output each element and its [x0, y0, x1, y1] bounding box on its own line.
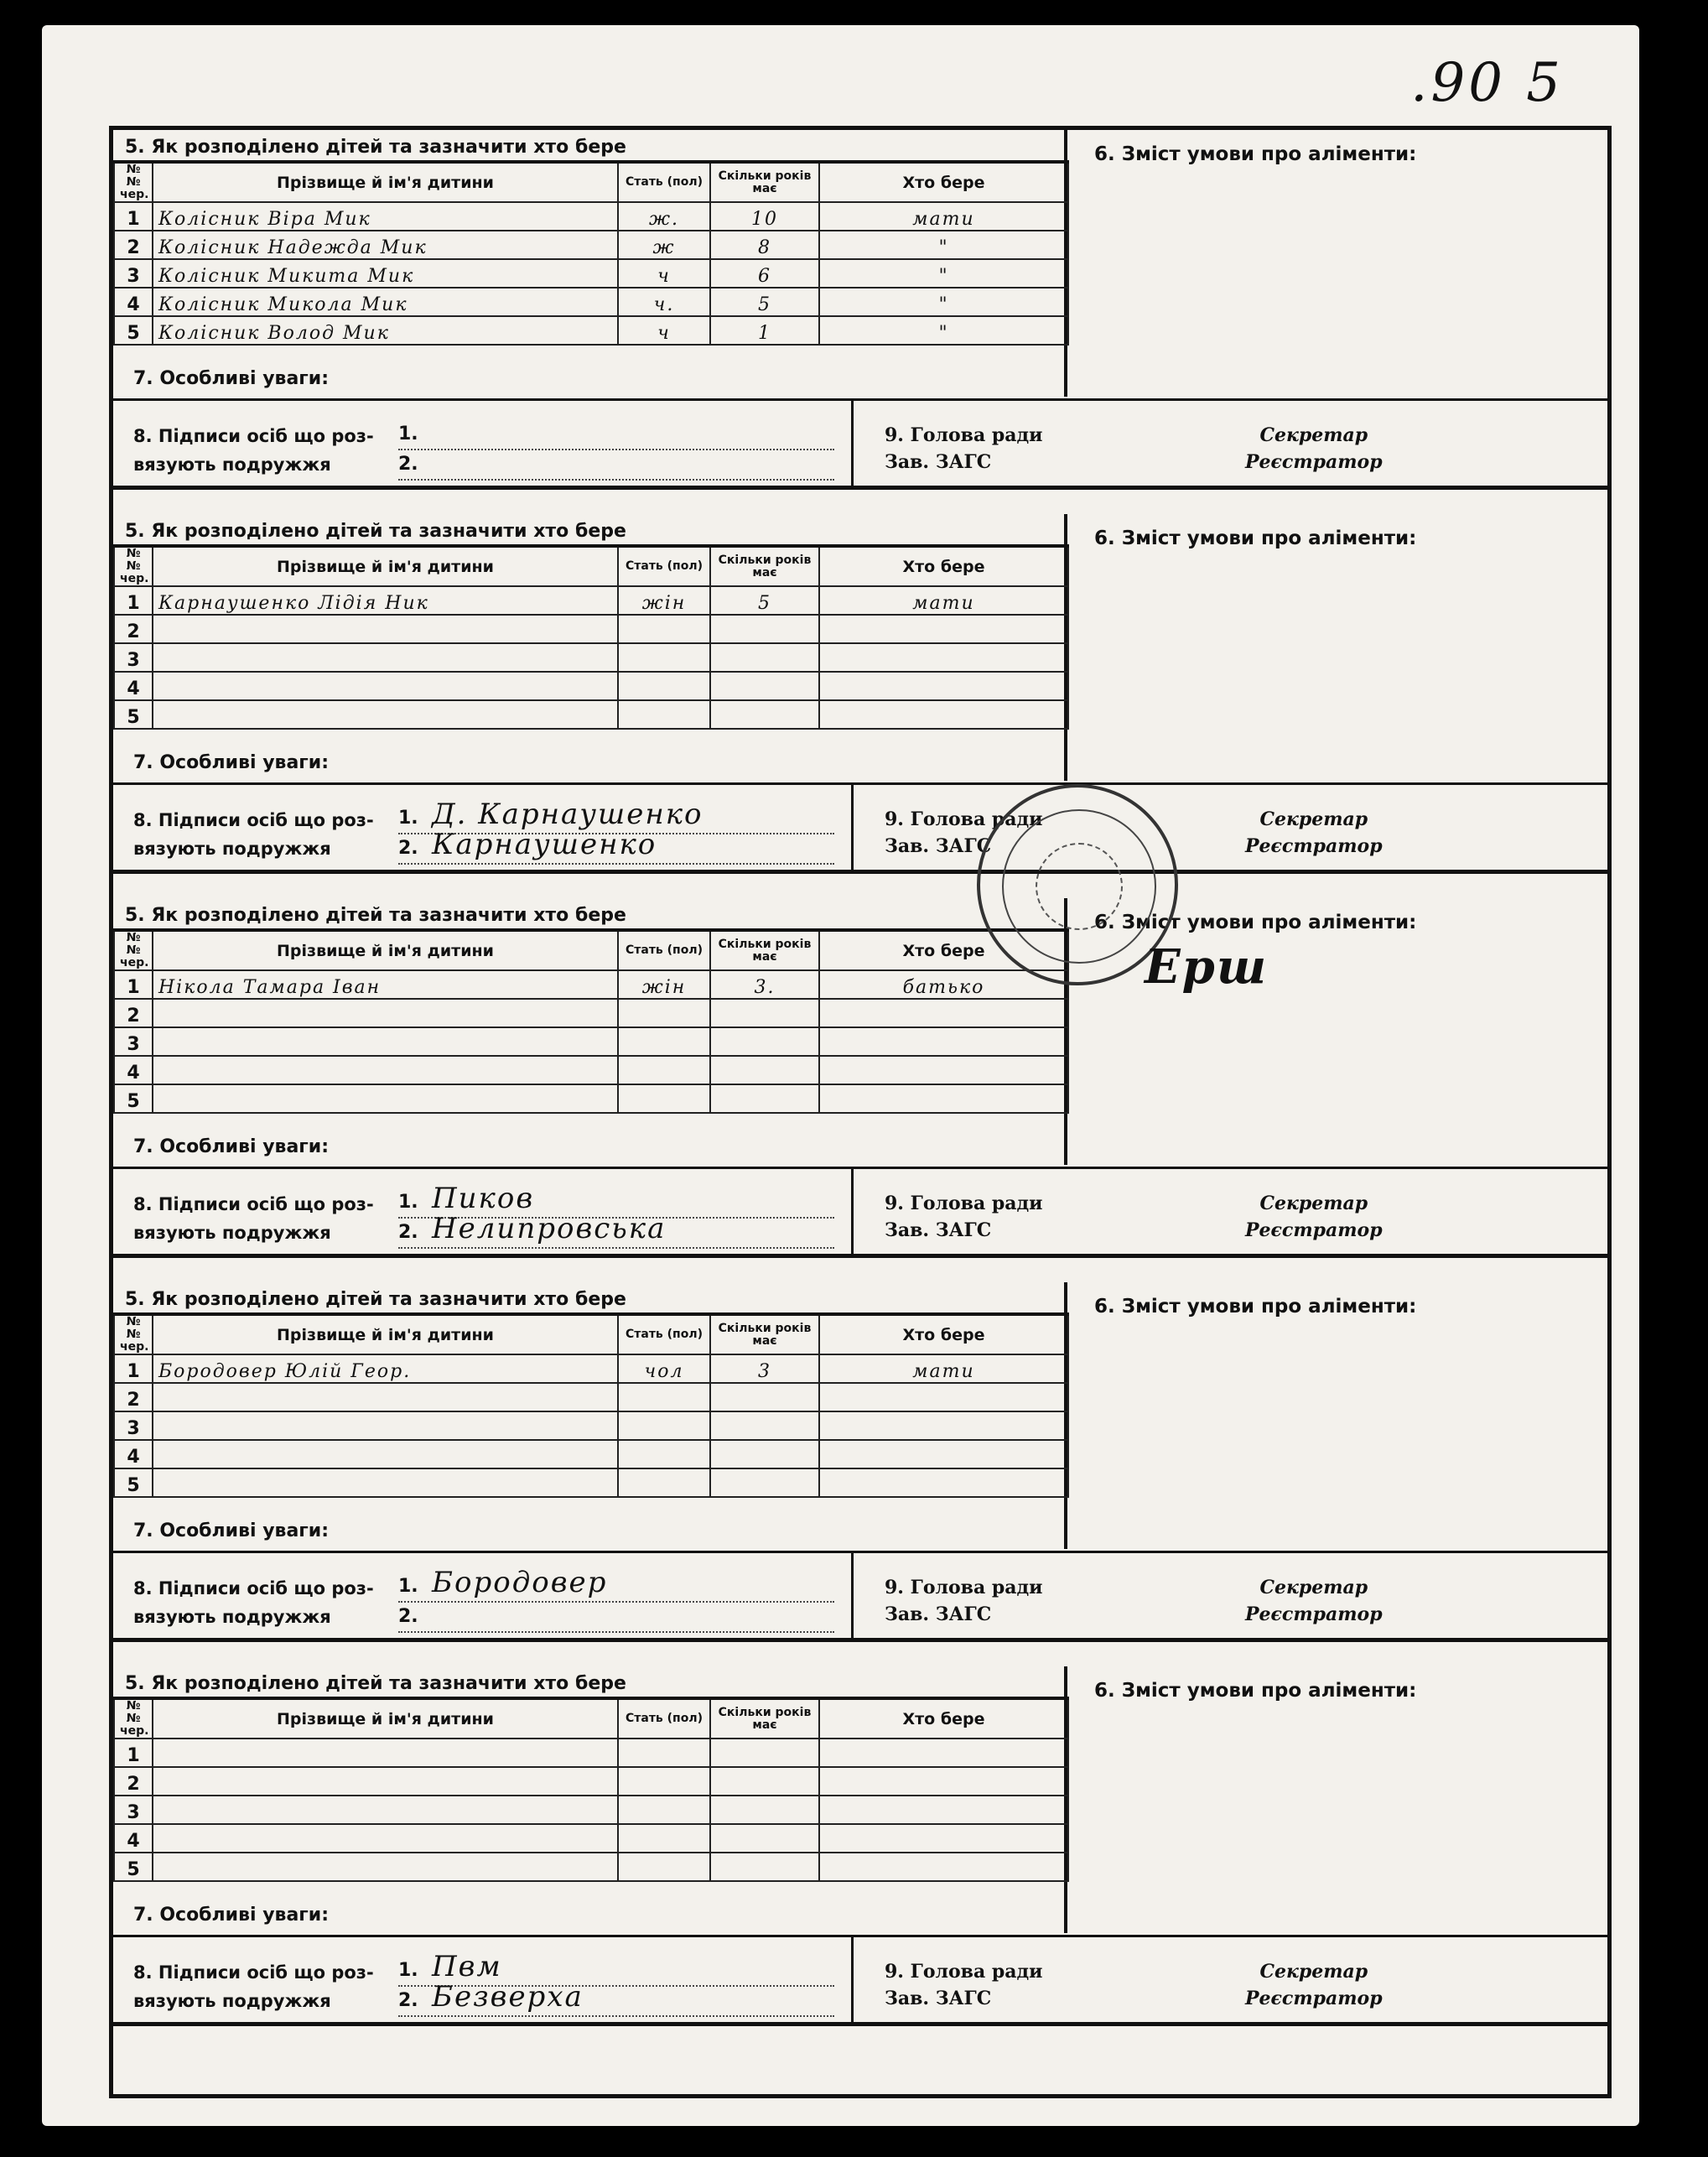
child-guardian	[819, 1440, 1068, 1468]
section-8-line1: 8. Підписи осіб що роз-	[133, 1578, 374, 1598]
row-number: 1	[114, 202, 153, 231]
child-guardian	[819, 1824, 1068, 1853]
child-sex	[618, 1468, 710, 1497]
child-guardian: мати	[819, 586, 1068, 615]
col-number-header: №№ чер.	[114, 1698, 153, 1739]
child-guardian: "	[819, 316, 1068, 345]
registrar-label: Реєстратор	[1245, 1219, 1383, 1241]
children-table	[113, 544, 1069, 730]
child-age	[710, 643, 819, 672]
row-number: 5	[114, 1853, 153, 1881]
child-name	[153, 700, 618, 729]
child-row	[114, 643, 1068, 672]
child-sex: ч	[618, 316, 710, 345]
child-age: 1	[710, 316, 819, 345]
child-row	[114, 231, 1068, 259]
col-who-header: Хто бере	[819, 546, 1068, 586]
secretary-labels	[1245, 422, 1383, 476]
child-age: 5	[710, 288, 819, 316]
section-divider	[113, 1935, 1607, 1937]
block-separator	[113, 1254, 1607, 1258]
child-name	[153, 1853, 618, 1881]
child-age: 6	[710, 259, 819, 288]
child-sex	[618, 1383, 710, 1411]
child-sex	[618, 615, 710, 643]
child-name: Бородовер Юлій Геор.	[153, 1354, 618, 1383]
child-age	[710, 999, 819, 1027]
section-7-notes-label: 7. Особливі уваги:	[133, 752, 330, 773]
child-row	[114, 586, 1068, 615]
col-sex-header: Стать (пол)	[618, 546, 710, 586]
col-number-header: №№ чер.	[114, 930, 153, 970]
divorce-record-block	[113, 1666, 1607, 2050]
spouse-signatures	[398, 798, 834, 865]
section-6-alimony-label: 6. Зміст умови про аліменти:	[1094, 143, 1417, 165]
child-name	[153, 672, 618, 700]
row-number: 5	[114, 1468, 153, 1497]
row-number: 3	[114, 1027, 153, 1056]
child-age	[710, 1767, 819, 1796]
col-sex-header: Стать (пол)	[618, 162, 710, 202]
signature-line-2	[398, 1603, 834, 1633]
child-age	[710, 1383, 819, 1411]
col-age-header: Скільки років має	[710, 1314, 819, 1354]
spouse-2-signature: Безверха	[432, 1980, 584, 2014]
child-sex	[618, 1084, 710, 1113]
child-guardian	[819, 999, 1068, 1027]
section-6-alimony-label: 6. Зміст умови про аліменти:	[1094, 912, 1417, 933]
child-guardian	[819, 615, 1068, 643]
child-name	[153, 1383, 618, 1411]
child-guardian: мати	[819, 1354, 1068, 1383]
child-sex: ч.	[618, 288, 710, 316]
child-age	[710, 1796, 819, 1824]
children-table	[113, 160, 1069, 346]
child-guardian	[819, 1027, 1068, 1056]
section-7-notes-label: 7. Особливі уваги:	[133, 1905, 330, 1926]
council-head-label: 9. Голова ради	[885, 808, 1043, 830]
child-sex	[618, 643, 710, 672]
child-row	[114, 1440, 1068, 1468]
child-name: Карнаушенко Лідія Ник	[153, 586, 618, 615]
signature-divider	[851, 1935, 854, 2022]
child-sex	[618, 672, 710, 700]
section-5-label: 5. Як розподілено дітей та зазначити хто бере	[125, 137, 626, 158]
secretary-label: Секретар	[1259, 1577, 1368, 1598]
signature-number: 1.	[398, 1576, 418, 1597]
spouse-signatures	[398, 420, 834, 481]
child-age	[710, 672, 819, 700]
child-row	[114, 288, 1068, 316]
child-sex	[618, 1027, 710, 1056]
row-number: 5	[114, 1084, 153, 1113]
child-guardian: "	[819, 288, 1068, 316]
secretary-label: Секретар	[1259, 1193, 1368, 1214]
block-separator	[113, 2022, 1607, 2026]
signature-number: 2.	[398, 454, 418, 475]
col-name-header: Прізвище й ім'я дитини	[153, 546, 618, 586]
col-age-header: Скільки років має	[710, 546, 819, 586]
child-row	[114, 1056, 1068, 1084]
col-sex-header: Стать (пол)	[618, 930, 710, 970]
signature-line-2	[398, 1980, 834, 2017]
section-5-label: 5. Як розподілено дітей та зазначити хто бере	[125, 1673, 626, 1694]
row-number: 3	[114, 1411, 153, 1440]
council-head-label: 9. Голова ради	[885, 1577, 1043, 1598]
child-age: 3.	[710, 970, 819, 999]
child-row	[114, 1468, 1068, 1497]
child-sex: ж	[618, 231, 710, 259]
children-table-header	[114, 930, 1068, 970]
council-head-label: 9. Голова ради	[885, 1193, 1043, 1214]
child-sex	[618, 1853, 710, 1881]
child-age	[710, 615, 819, 643]
child-sex	[618, 1440, 710, 1468]
col-age-header: Скільки років має	[710, 1698, 819, 1739]
col-sex-header: Стать (пол)	[618, 1314, 710, 1354]
section-divider	[113, 398, 1607, 401]
row-number: 2	[114, 999, 153, 1027]
child-name	[153, 1468, 618, 1497]
registry-head-label: Зав. ЗАГС	[885, 1603, 992, 1625]
col-age-header: Скільки років має	[710, 930, 819, 970]
child-age: 5	[710, 586, 819, 615]
col-who-header: Хто бере	[819, 1314, 1068, 1354]
child-row	[114, 1027, 1068, 1056]
child-age	[710, 1739, 819, 1767]
signature-divider	[851, 1551, 854, 1638]
council-head-label: 9. Голова ради	[885, 1961, 1043, 1983]
secretary-label: Секретар	[1259, 808, 1368, 830]
child-age	[710, 1411, 819, 1440]
row-number: 1	[114, 1739, 153, 1767]
child-guardian	[819, 1411, 1068, 1440]
col-number-header: №№ чер.	[114, 162, 153, 202]
col-number-header: №№ чер.	[114, 546, 153, 586]
child-guardian	[819, 1383, 1068, 1411]
registrar-signature: Ерш	[1145, 939, 1269, 995]
child-name: Колісник Микита Мик	[153, 259, 618, 288]
signature-line-2	[398, 1212, 834, 1249]
secretary-labels	[1245, 1190, 1383, 1244]
row-number: 4	[114, 1440, 153, 1468]
secretary-labels	[1245, 1958, 1383, 2012]
child-guardian	[819, 1084, 1068, 1113]
child-age	[710, 1056, 819, 1084]
child-guardian	[819, 1739, 1068, 1767]
page-number: .90 5	[1410, 52, 1564, 114]
signature-number: 2.	[398, 1606, 418, 1627]
col-age-header: Скільки років має	[710, 162, 819, 202]
section-7-notes-label: 7. Особливі уваги:	[133, 1136, 330, 1157]
section-8-line2: вязують подружжя	[133, 839, 331, 859]
registrar-label: Реєстратор	[1245, 835, 1383, 857]
child-row	[114, 999, 1068, 1027]
spouse-1-signature: Д. Карнаушенко	[432, 798, 703, 831]
registrar-label: Реєстратор	[1245, 1603, 1383, 1625]
divorce-record-block	[113, 514, 1607, 898]
section-8-line1: 8. Підписи осіб що роз-	[133, 1194, 374, 1214]
section-9-officials-label	[885, 1574, 1043, 1628]
col-who-header: Хто бере	[819, 1698, 1068, 1739]
form-frame	[109, 126, 1612, 2098]
section-8-signatures-label	[133, 1574, 374, 1631]
child-guardian	[819, 1853, 1068, 1881]
section-divider	[113, 1167, 1607, 1169]
block-separator	[113, 870, 1607, 874]
children-table-header	[114, 1314, 1068, 1354]
child-sex	[618, 700, 710, 729]
seal-emblem	[1036, 843, 1123, 930]
children-table	[113, 1697, 1069, 1882]
section-9-officials-label	[885, 1190, 1043, 1244]
section-9-officials-label	[885, 422, 1043, 476]
section-divider	[113, 782, 1607, 785]
col-name-header: Прізвище й ім'я дитини	[153, 1314, 618, 1354]
child-guardian	[819, 1468, 1068, 1497]
row-number: 1	[114, 1354, 153, 1383]
child-guardian: "	[819, 231, 1068, 259]
section-7-notes-label: 7. Особливі уваги:	[133, 1520, 330, 1541]
child-sex	[618, 1056, 710, 1084]
child-guardian: "	[819, 259, 1068, 288]
child-row	[114, 615, 1068, 643]
section-8-line1: 8. Підписи осіб що роз-	[133, 426, 374, 446]
col-who-header: Хто бере	[819, 162, 1068, 202]
section-8-line2: вязують подружжя	[133, 1223, 331, 1243]
child-row	[114, 316, 1068, 345]
child-name	[153, 1767, 618, 1796]
secretary-label: Секретар	[1259, 424, 1368, 446]
child-row	[114, 202, 1068, 231]
signature-number: 1.	[398, 424, 418, 444]
child-row	[114, 1824, 1068, 1853]
signature-line-2	[398, 828, 834, 865]
child-age: 8	[710, 231, 819, 259]
child-row	[114, 1767, 1068, 1796]
signature-number: 1.	[398, 1192, 418, 1213]
child-guardian: батько	[819, 970, 1068, 999]
row-number: 4	[114, 288, 153, 316]
child-row	[114, 1084, 1068, 1113]
signature-divider	[851, 782, 854, 870]
row-number: 3	[114, 1796, 153, 1824]
child-name: Колісник Волод Мик	[153, 316, 618, 345]
child-sex	[618, 1796, 710, 1824]
spouse-1-signature: Пвм	[432, 1950, 502, 1983]
child-sex: жін	[618, 970, 710, 999]
child-name	[153, 615, 618, 643]
spouse-2-signature: Нелипровська	[432, 1212, 667, 1245]
child-age	[710, 1084, 819, 1113]
signature-number: 1.	[398, 808, 418, 829]
signature-line-2	[398, 450, 834, 481]
row-number: 4	[114, 672, 153, 700]
section-8-line2: вязують подружжя	[133, 455, 331, 475]
child-name	[153, 643, 618, 672]
secretary-labels	[1245, 1574, 1383, 1628]
child-name	[153, 999, 618, 1027]
row-number: 2	[114, 1767, 153, 1796]
row-number: 3	[114, 259, 153, 288]
section-5-label: 5. Як розподілено дітей та зазначити хто бере	[125, 905, 626, 926]
divorce-record-block	[113, 130, 1607, 514]
registry-head-label: Зав. ЗАГС	[885, 1219, 992, 1241]
section-8-signatures-label	[133, 422, 374, 479]
child-guardian	[819, 1056, 1068, 1084]
child-name	[153, 1824, 618, 1853]
child-guardian	[819, 672, 1068, 700]
child-row	[114, 970, 1068, 999]
row-number: 5	[114, 316, 153, 345]
child-sex: жін	[618, 586, 710, 615]
signature-number: 2.	[398, 1990, 418, 2011]
child-name	[153, 1440, 618, 1468]
child-name	[153, 1084, 618, 1113]
section-8-line2: вязують подружжя	[133, 1991, 331, 2011]
child-row	[114, 1411, 1068, 1440]
child-name	[153, 1027, 618, 1056]
registry-head-label: Зав. ЗАГС	[885, 451, 992, 473]
child-guardian	[819, 700, 1068, 729]
section-5-label: 5. Як розподілено дітей та зазначити хто бере	[125, 1289, 626, 1310]
child-sex: ч	[618, 259, 710, 288]
divorce-record-block	[113, 898, 1607, 1282]
row-number: 1	[114, 586, 153, 615]
row-number: 1	[114, 970, 153, 999]
child-name	[153, 1411, 618, 1440]
section-8-signatures-label	[133, 806, 374, 863]
section-8-line1: 8. Підписи осіб що роз-	[133, 1962, 374, 1983]
child-name	[153, 1739, 618, 1767]
child-row	[114, 672, 1068, 700]
block-separator	[113, 486, 1607, 490]
col-number-header: №№ чер.	[114, 1314, 153, 1354]
document-page	[42, 25, 1639, 2126]
child-name	[153, 1056, 618, 1084]
child-name: Колісник Віра Мик	[153, 202, 618, 231]
col-who-header: Хто бере	[819, 930, 1068, 970]
section-8-line1: 8. Підписи осіб що роз-	[133, 810, 374, 830]
child-name: Нікола Тамара Іван	[153, 970, 618, 999]
block-separator	[113, 1638, 1607, 1642]
child-row	[114, 1739, 1068, 1767]
signature-divider	[851, 1167, 854, 1254]
section-8-line2: вязують подружжя	[133, 1607, 331, 1627]
child-sex: чол	[618, 1354, 710, 1383]
signature-line-1	[398, 420, 834, 450]
child-guardian	[819, 1767, 1068, 1796]
section-5-label: 5. Як розподілено дітей та зазначити хто бере	[125, 521, 626, 542]
col-name-header: Прізвище й ім'я дитини	[153, 162, 618, 202]
section-7-notes-label: 7. Особливі уваги:	[133, 368, 330, 389]
child-guardian	[819, 1796, 1068, 1824]
secretary-label: Секретар	[1259, 1961, 1368, 1983]
signature-divider	[851, 398, 854, 486]
section-6-alimony-label: 6. Зміст умови про аліменти:	[1094, 1680, 1417, 1702]
spouse-signatures	[398, 1182, 834, 1249]
signature-number: 2.	[398, 1222, 418, 1243]
row-number: 3	[114, 643, 153, 672]
registrar-label: Реєстратор	[1245, 451, 1383, 473]
child-age	[710, 1440, 819, 1468]
col-sex-header: Стать (пол)	[618, 1698, 710, 1739]
registry-head-label: Зав. ЗАГС	[885, 1988, 992, 2009]
section-9-officials-label	[885, 1958, 1043, 2012]
spouse-2-signature: Карнаушенко	[432, 828, 657, 861]
col-name-header: Прізвище й ім'я дитини	[153, 930, 618, 970]
child-row	[114, 1853, 1068, 1881]
row-number: 2	[114, 615, 153, 643]
child-age	[710, 1853, 819, 1881]
section-8-signatures-label	[133, 1958, 374, 2015]
child-row	[114, 700, 1068, 729]
spouse-signatures	[398, 1566, 834, 1633]
signature-number: 1.	[398, 1960, 418, 1981]
child-age	[710, 700, 819, 729]
child-age	[710, 1027, 819, 1056]
child-row	[114, 1383, 1068, 1411]
children-table	[113, 928, 1069, 1114]
row-number: 4	[114, 1056, 153, 1084]
spouse-1-signature: Пиков	[432, 1182, 535, 1215]
signature-number: 2.	[398, 838, 418, 859]
registry-head-label: Зав. ЗАГС	[885, 835, 992, 857]
child-guardian	[819, 643, 1068, 672]
child-name: Колісник Микола Мик	[153, 288, 618, 316]
child-sex	[618, 1739, 710, 1767]
child-row	[114, 1354, 1068, 1383]
child-row	[114, 259, 1068, 288]
child-age	[710, 1824, 819, 1853]
secretary-labels	[1245, 806, 1383, 860]
row-number: 4	[114, 1824, 153, 1853]
divorce-record-block	[113, 1282, 1607, 1666]
children-table-header	[114, 162, 1068, 202]
child-sex	[618, 1767, 710, 1796]
child-name	[153, 1796, 618, 1824]
row-number: 5	[114, 700, 153, 729]
section-divider	[113, 1551, 1607, 1553]
section-6-alimony-label: 6. Зміст умови про аліменти:	[1094, 528, 1417, 549]
child-sex	[618, 1824, 710, 1853]
children-table-header	[114, 1698, 1068, 1739]
spouse-signatures	[398, 1950, 834, 2017]
council-head-label: 9. Голова ради	[885, 424, 1043, 446]
child-age: 3	[710, 1354, 819, 1383]
signature-line-1	[398, 1566, 834, 1603]
spouse-1-signature: Бородовер	[432, 1566, 608, 1599]
child-sex: ж.	[618, 202, 710, 231]
child-sex	[618, 999, 710, 1027]
children-table	[113, 1312, 1069, 1498]
registrar-label: Реєстратор	[1245, 1988, 1383, 2009]
child-guardian: мати	[819, 202, 1068, 231]
child-sex	[618, 1411, 710, 1440]
row-number: 2	[114, 231, 153, 259]
child-name: Колісник Надежда Мик	[153, 231, 618, 259]
col-name-header: Прізвище й ім'я дитини	[153, 1698, 618, 1739]
children-table-header	[114, 546, 1068, 586]
child-age: 10	[710, 202, 819, 231]
child-row	[114, 1796, 1068, 1824]
child-age	[710, 1468, 819, 1497]
row-number: 2	[114, 1383, 153, 1411]
section-8-signatures-label	[133, 1190, 374, 1247]
section-6-alimony-label: 6. Зміст умови про аліменти:	[1094, 1296, 1417, 1318]
